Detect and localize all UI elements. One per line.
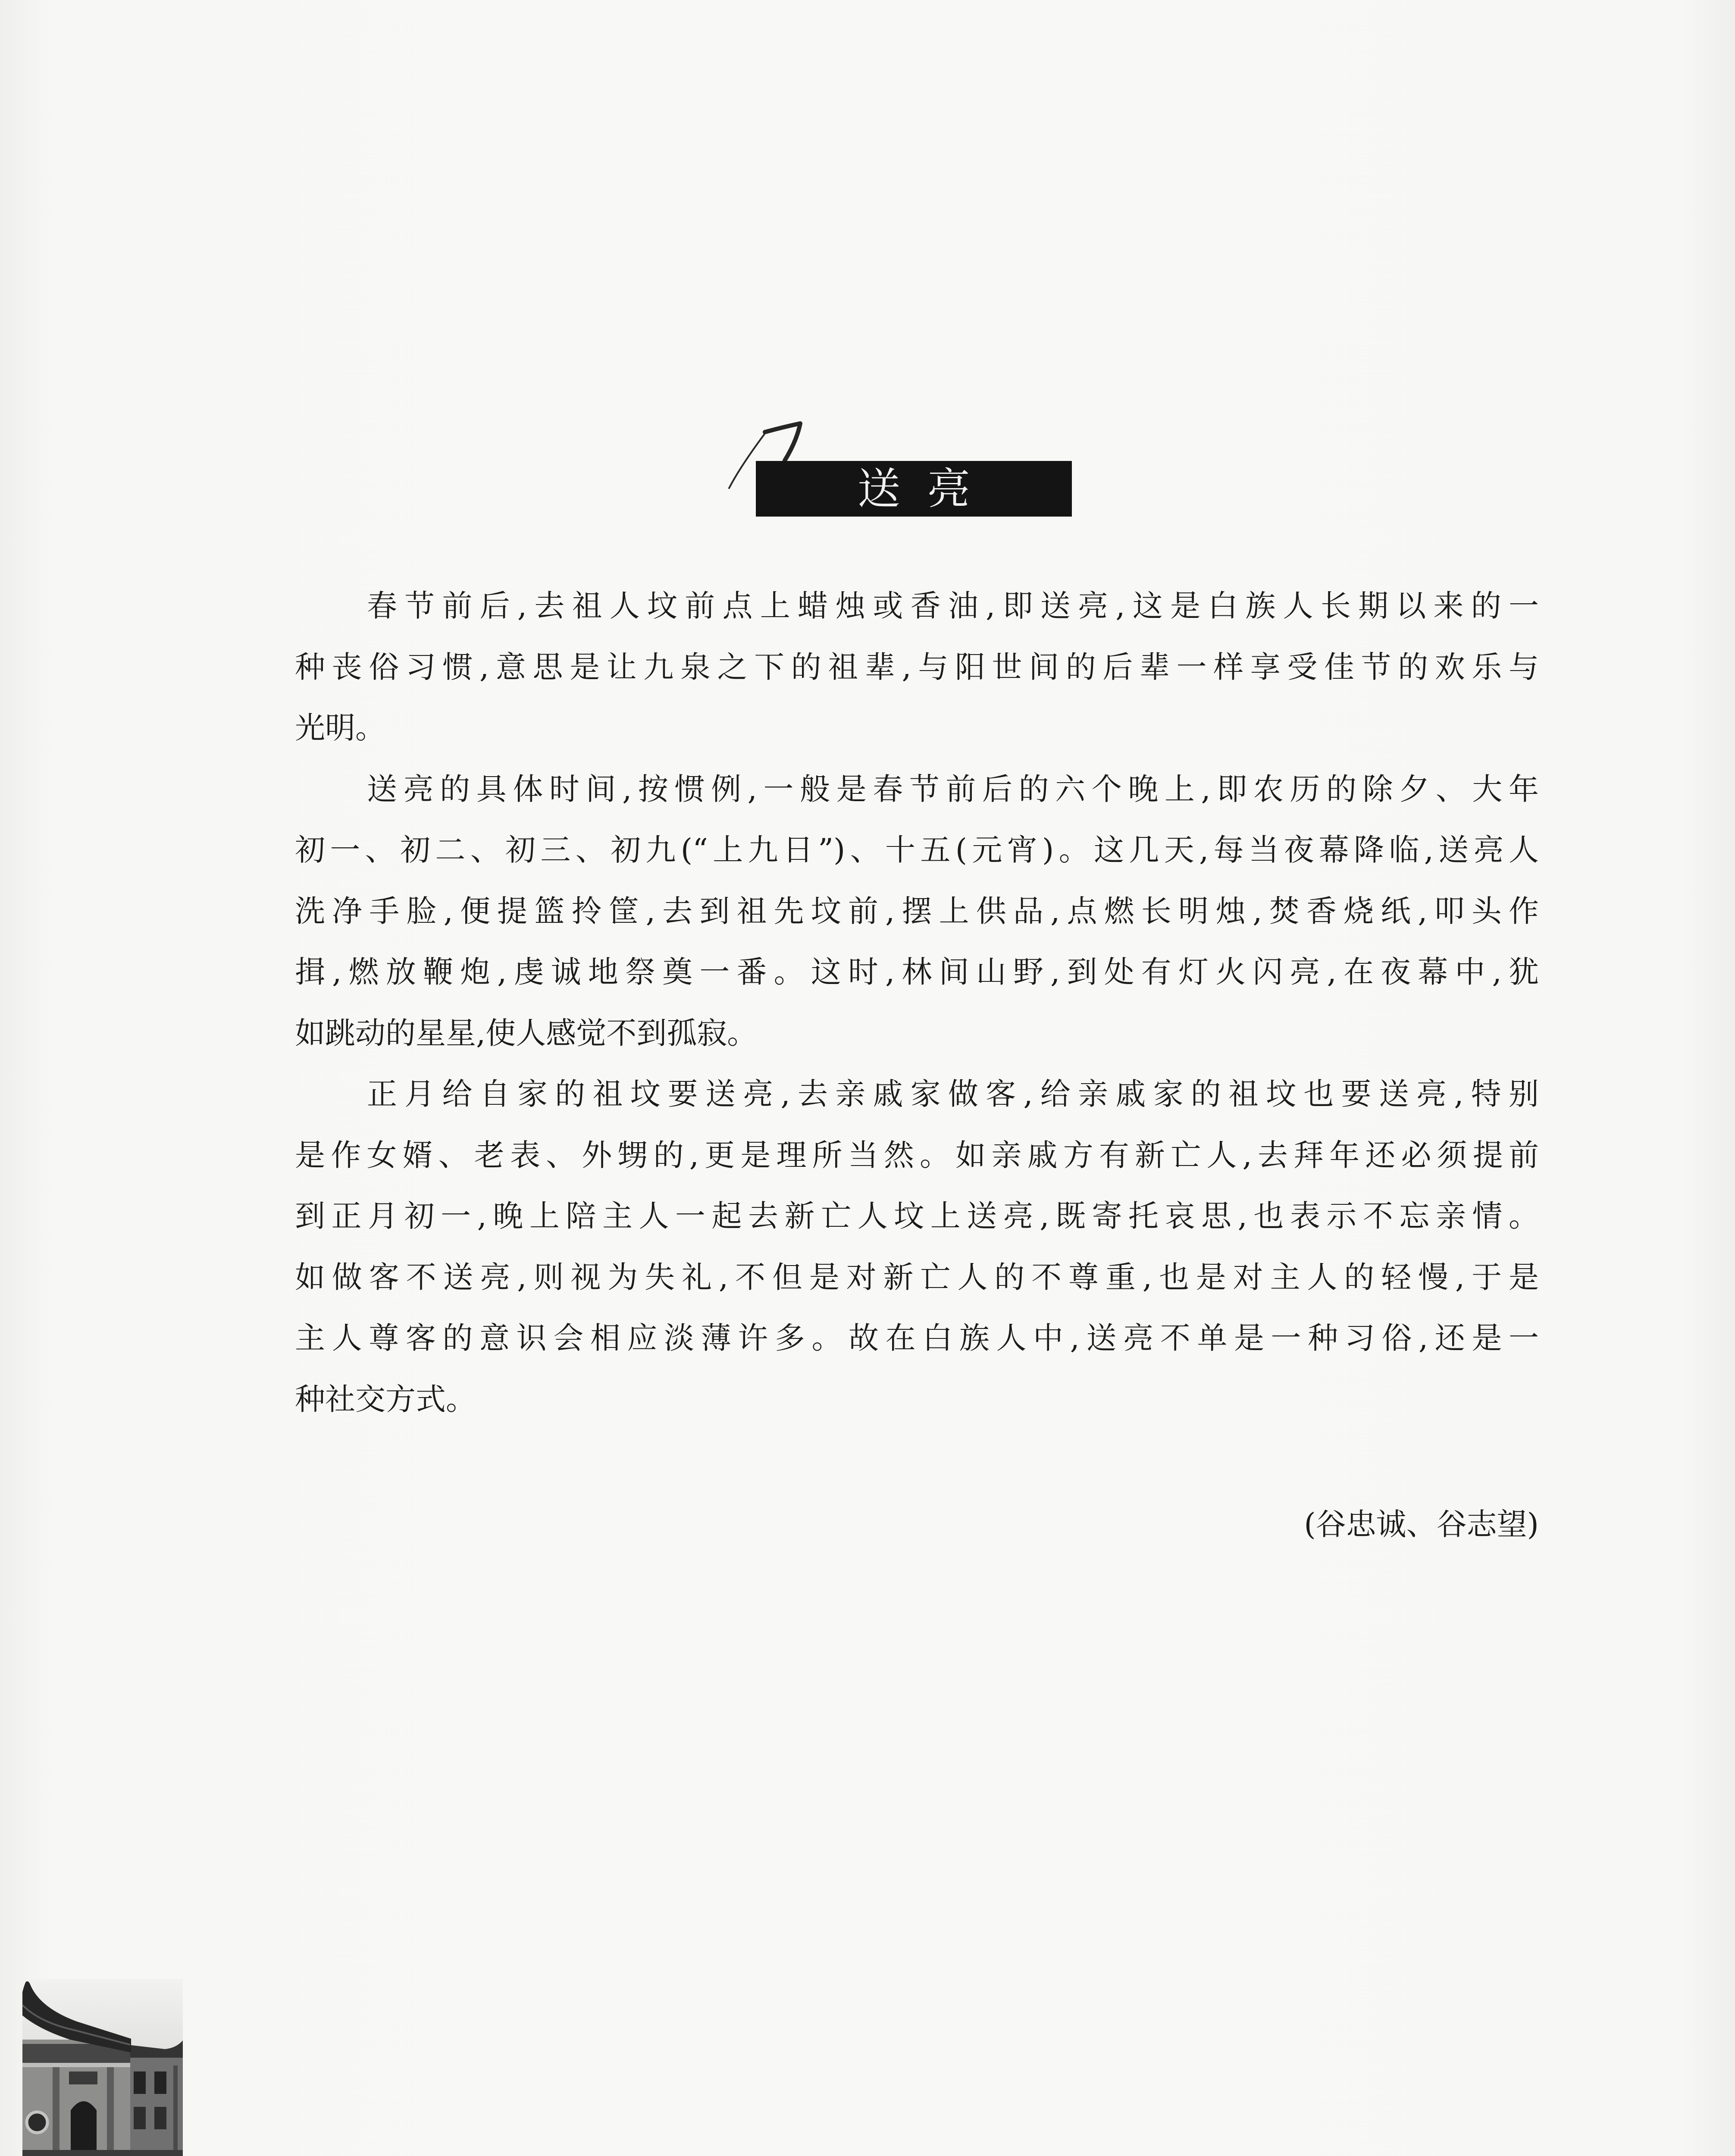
text-line: 如跳动的星星,使人感觉不到孤寂。	[295, 1015, 758, 1051]
page-title: 送亮	[857, 464, 997, 514]
text-line: 主人尊客的意识会相应淡薄许多。故在白族人中,送亮不单是一种习俗,还是一	[295, 1320, 1539, 1356]
article-body	[295, 576, 1539, 1430]
text-line: 是作女婿、老表、外甥的,更是理所当然。如亲戚方有新亡人,去拜年还必须提前	[295, 1137, 1539, 1173]
text-line: 种丧俗习惯,意思是让九泉之下的祖辈,与阳世间的后辈一样享受佳节的欢乐与	[295, 649, 1539, 685]
text-line: 初一、初二、初三、初九(“上九日”)、十五(元宵)。这几天,每当夜幕降临,送亮人	[295, 832, 1539, 868]
paragraph-3	[295, 1064, 1539, 1430]
author-attribution: (谷忠诚、谷志望)	[1304, 1507, 1539, 1542]
paragraph-1	[295, 576, 1539, 759]
text-line: 光明。	[295, 710, 385, 746]
title-banner	[756, 461, 1072, 517]
text-line: 正月给自家的祖坟要送亮,去亲戚家做客,给亲戚家的祖坟也要送亮,特别	[367, 1076, 1539, 1112]
paragraph-2	[295, 759, 1539, 1064]
text-line: 如做客不送亮,则视为失礼,不但是对新亡人的不尊重,也是对主人的轻慢,于是	[295, 1259, 1539, 1295]
text-line: 到正月初一,晚上陪主人一起去新亡人坟上送亮,既寄托哀思,也表示不忘亲情。	[295, 1198, 1539, 1234]
text-line: 送亮的具体时间,按惯例,一般是春节前后的六个晚上,即农历的除夕、大年	[367, 771, 1539, 807]
text-line: 揖,燃放鞭炮,虔诚地祭奠一番。这时,林间山野,到处有灯火闪亮,在夜幕中,犹	[295, 954, 1539, 990]
text-line: 种社交方式。	[295, 1381, 476, 1417]
text-line: 洗净手脸,便提篮拎筐,去到祖先坟前,摆上供品,点燃长明烛,焚香烧纸,叩头作	[295, 893, 1539, 929]
temple-photo	[22, 1979, 183, 2156]
text-line: 春节前后,去祖人坟前点上蜡烛或香油,即送亮,这是白族人长期以来的一	[367, 588, 1539, 624]
